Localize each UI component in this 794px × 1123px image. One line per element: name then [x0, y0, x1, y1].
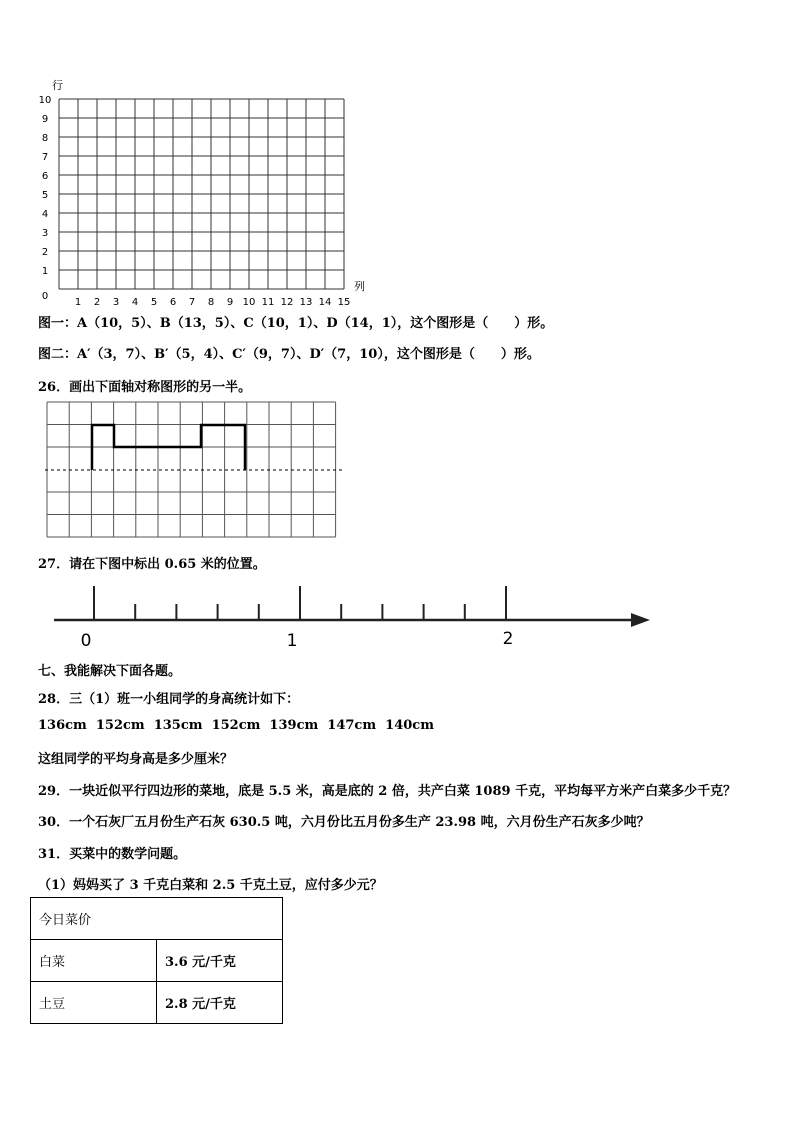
col-axis-label: 列	[354, 280, 365, 293]
question-31: 31．买菜中的数学问题。	[38, 847, 187, 862]
x-tick-label: 2	[93, 297, 101, 306]
row-axis-label: 行	[52, 79, 63, 92]
coordinate-grid-figure	[30, 74, 380, 306]
y-tick-label: 2	[41, 247, 49, 258]
price-value: 3.6 元/千克	[157, 940, 283, 982]
x-tick-label: 14	[318, 297, 332, 306]
x-tick-label: 8	[207, 297, 215, 306]
section-7-heading: 七、我能解决下面各题。	[38, 664, 182, 679]
number-line-label-1: 1	[286, 631, 298, 650]
x-tick-label: 9	[226, 297, 234, 306]
symmetry-grid-figure	[45, 400, 350, 542]
x-tick-label: 13	[299, 297, 313, 306]
x-tick-labels	[75, 297, 351, 306]
question-27: 27．请在下图中标出 0.65 米的位置。	[38, 557, 266, 572]
x-tick-label: 15	[337, 297, 351, 306]
price-item: 白菜	[31, 940, 157, 982]
table-row	[31, 898, 283, 940]
question-29: 29．一块近似平行四边形的菜地，底是 5.5 米，高是底的 2 倍，共产白菜 1089 千克，平均每平方米产白菜多少千克？	[38, 784, 737, 799]
x-tick-label: 4	[131, 297, 139, 306]
question-26: 26．画出下面轴对称图形的另一半。	[38, 380, 252, 395]
question-28-data: 136cm 152cm 135cm 152cm 139cm 147cm 140cm	[38, 718, 434, 733]
figure1-question: 图一：A（10，5）、B（13，5）、C（10，1）、D（14，1），这个图形是（ ）形。	[38, 316, 554, 331]
x-tick-label: 1	[74, 297, 82, 306]
number-line-label-2: 2	[502, 629, 514, 649]
x-tick-label: 10	[242, 297, 256, 306]
number-line-figure	[50, 578, 660, 650]
price-item: 土豆	[31, 982, 157, 1024]
y-tick-label: 1	[41, 266, 49, 277]
price-table	[30, 897, 283, 1024]
price-table-header: 今日菜价	[31, 898, 283, 940]
table-row	[31, 940, 283, 982]
y-tick-label: 3	[41, 228, 49, 239]
y-tick-label: 10	[38, 95, 52, 106]
arrow-head-icon	[631, 613, 650, 627]
x-tick-label: 11	[261, 297, 275, 306]
question-30: 30．一个石灰厂五月份生产石灰 630.5 吨，六月份比五月份多生产 23.98 吨，六月份生产石灰多少吨？	[38, 815, 650, 830]
x-tick-label: 12	[280, 297, 294, 306]
y-tick-label: 0	[41, 291, 49, 302]
y-tick-labels	[39, 95, 52, 302]
y-tick-label: 5	[41, 190, 49, 201]
number-line-ticks	[94, 586, 506, 620]
y-tick-label: 9	[41, 114, 49, 125]
question-28-ask: 这组同学的平均身高是多少厘米？	[38, 752, 234, 767]
figure2-question: 图二：A′（3，7）、B′（5，4）、C′（9，7）、D′（7，10），这个图形是（ ）形。	[38, 347, 540, 362]
x-tick-label: 6	[169, 297, 177, 306]
price-value: 2.8 元/千克	[157, 982, 283, 1024]
y-tick-label: 4	[41, 209, 49, 220]
grid-lines	[59, 99, 344, 289]
question-31-part-1: （1）妈妈买了 3 千克白菜和 2.5 千克土豆，应付多少元？	[38, 878, 383, 893]
question-28: 28．三（1）班一小组同学的身高统计如下：	[38, 692, 300, 707]
x-tick-label: 3	[112, 297, 120, 306]
y-tick-label: 8	[41, 133, 49, 144]
table-row	[31, 982, 283, 1024]
x-tick-label: 5	[150, 297, 158, 306]
x-tick-label: 7	[188, 297, 196, 306]
y-tick-label: 7	[41, 152, 49, 163]
number-line-label-0: 0	[80, 631, 92, 650]
y-tick-label: 6	[41, 171, 49, 182]
